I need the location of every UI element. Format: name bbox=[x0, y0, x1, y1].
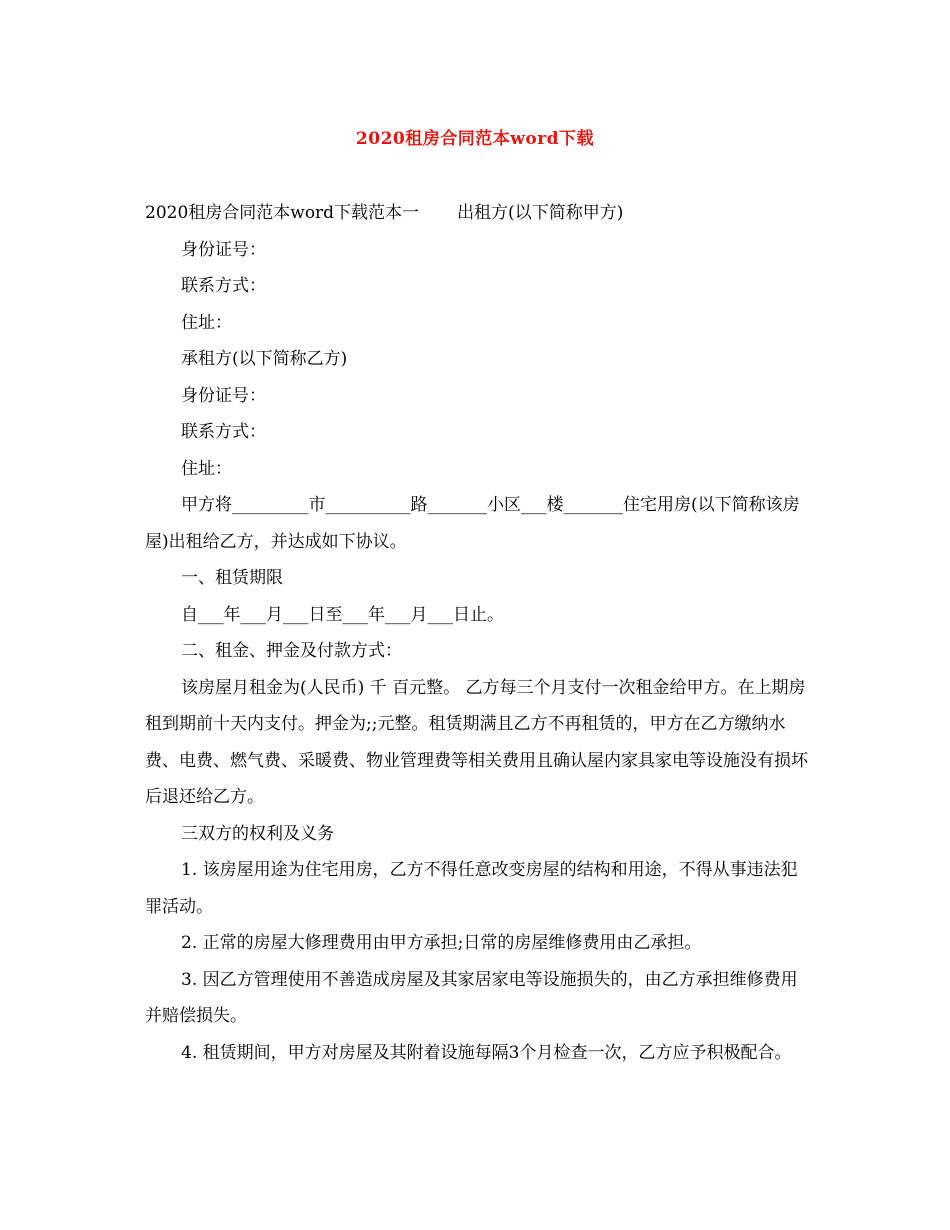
document-title: 2020租房合同范本word下载 bbox=[355, 129, 595, 149]
section3-title: 三双方的权利及义务 bbox=[181, 823, 334, 844]
intro-line bbox=[145, 195, 810, 232]
clause-3: 3. 因乙方管理使用不善造成房屋及其家居家电等设施损失的，由乙方承担维修费用并赔偿损失。 bbox=[145, 969, 798, 1026]
section2-body: 该房屋月租金为(人民币) 千 百元整。 乙方每三个月支付一次租金给甲方。在上期房租到期前十天内支付。押金为;;元整。租赁期满且乙方不再租赁的，甲方在乙方缴纳水费、电费、燃气费、采暖费、物业管理费等相关费用且确认屋内家具家电等设施没有损坏后退还给乙方。 bbox=[145, 677, 808, 807]
clause-4: 4. 租赁期间，甲方对房屋及其附着设施每隔3个月检查一次，乙方应予积极配合。 bbox=[181, 1042, 792, 1063]
section2-title: 二、租金、押金及付款方式： bbox=[181, 641, 402, 661]
lessee-address-line: 住址： bbox=[181, 458, 232, 479]
agreement-paragraph: 甲方将_________市__________路_______小区___楼_______住宅用房(以下简称该房屋)出租给乙方，并达成如下协议。 bbox=[145, 495, 800, 552]
lessee-id-line: 身份证号： bbox=[181, 385, 266, 406]
lessor-address-line: 住址： bbox=[181, 312, 232, 333]
lessee-heading: 承租方(以下简称乙方) bbox=[181, 349, 348, 369]
lessor-contact-line: 联系方式： bbox=[181, 276, 266, 296]
clause-2: 2. 正常的房屋大修理费用由甲方承担;日常的房屋维修费用由乙承担。 bbox=[181, 933, 702, 953]
document-body bbox=[145, 195, 810, 1071]
section1-term: 自___年___月___日至___年___月___日止。 bbox=[181, 604, 504, 625]
section1-title: 一、租赁期限 bbox=[181, 568, 283, 588]
intro-right: 出租方(以下简称甲方) bbox=[457, 203, 624, 223]
lessor-id-line: 身份证号： bbox=[181, 239, 266, 260]
clause-1: 1. 该房屋用途为住宅用房，乙方不得任意改变房屋的结构和用途，不得从事违法犯罪活动。 bbox=[145, 860, 798, 917]
intro-left: 2020租房合同范本word下载范本一 bbox=[145, 203, 420, 223]
lessee-contact-line: 联系方式： bbox=[181, 422, 266, 442]
